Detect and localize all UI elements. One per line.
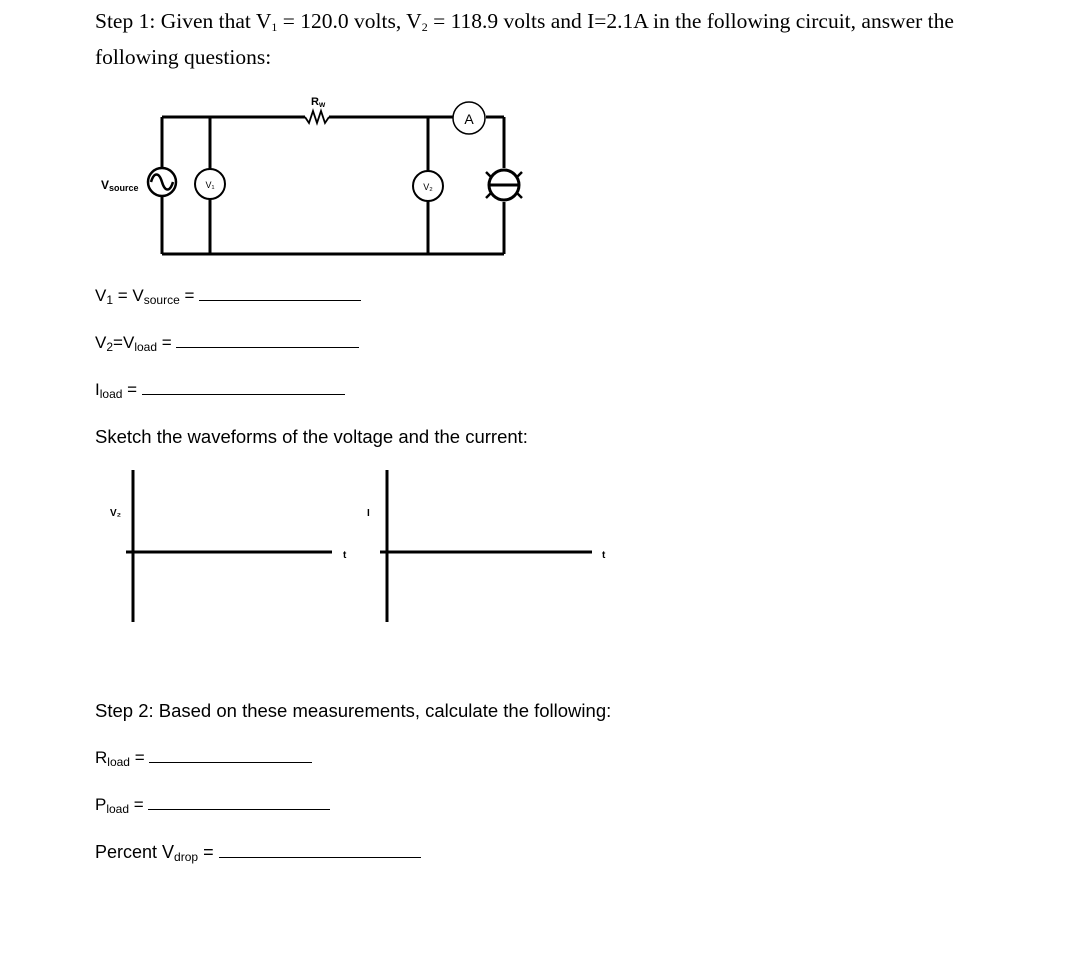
answer-blank-iload[interactable] bbox=[142, 380, 345, 395]
circuit-diagram bbox=[0, 80, 560, 280]
step1-instructions bbox=[95, 6, 995, 72]
v2-axis-label: V₂ bbox=[110, 508, 122, 519]
t-axis-label-1: t bbox=[343, 550, 347, 561]
ammeter-label: A bbox=[464, 111, 474, 127]
answer-blank-rload[interactable] bbox=[149, 748, 312, 763]
answer-blank-v1[interactable] bbox=[199, 286, 361, 301]
i-axis-label: I bbox=[367, 508, 370, 519]
v1-meter-label: V₁ bbox=[205, 180, 215, 190]
step1-text-part2: = 120.0 volts, V bbox=[277, 9, 422, 33]
vsource-label: Vsource bbox=[101, 178, 139, 193]
question-v2: $V_2=V_{load}$ = bbox=[95, 333, 359, 354]
question-pload: $P_{load}$ = bbox=[95, 795, 330, 816]
question-rload: $R_{load}$ = bbox=[95, 748, 312, 769]
answer-blank-pload[interactable] bbox=[148, 795, 330, 810]
question-v1: $V_1 = V_{source}$ = bbox=[95, 286, 361, 307]
sketch-heading: Sketch the waveforms of the voltage and the current: bbox=[95, 426, 528, 447]
step1-text-part3: = 118.9 volts and I=2.1A in the following circuit, answer the following questions: bbox=[95, 9, 954, 69]
v2-meter-label: V₂ bbox=[423, 182, 433, 192]
step1-subscript-2: 2 bbox=[421, 20, 428, 34]
question-iload: $I_{load}$ = bbox=[95, 380, 345, 401]
answer-blank-v2[interactable] bbox=[176, 333, 359, 348]
wire-resistor-rw bbox=[305, 111, 329, 123]
answer-blank-percent-vdrop[interactable] bbox=[219, 843, 421, 858]
waveform-axes bbox=[0, 460, 640, 640]
question-percent-vdrop: Percent $V_{drop}$ = bbox=[95, 842, 421, 864]
rw-label: Rw bbox=[311, 96, 326, 109]
step1-text-part1: Step 1: Given that V bbox=[95, 9, 272, 33]
t-axis-label-2: t bbox=[602, 550, 606, 561]
step1-subscript-1: 1 bbox=[271, 20, 278, 34]
step2-heading: Step 2: Based on these measurements, calculate the following: bbox=[95, 700, 612, 721]
